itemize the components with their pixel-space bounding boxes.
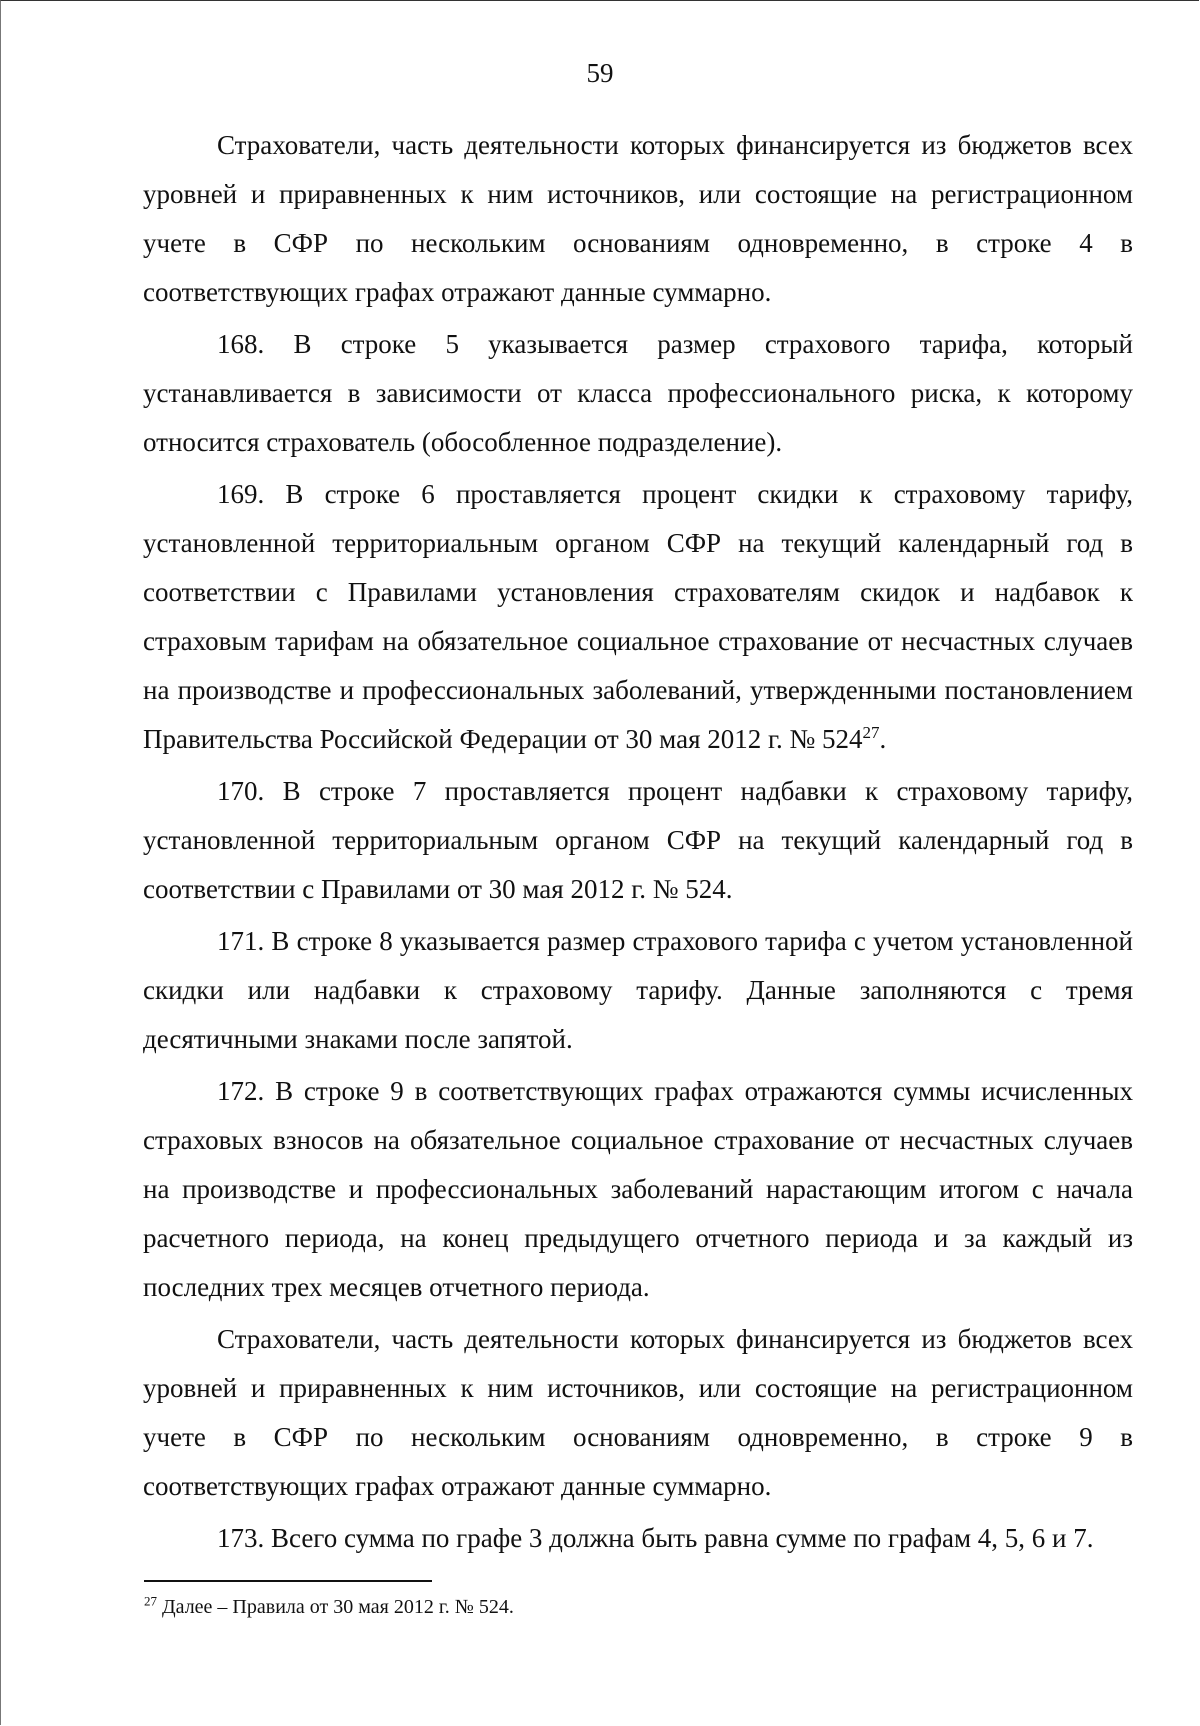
page-number: 59 xyxy=(586,58,614,88)
footnote-reference: 27 xyxy=(862,723,880,742)
document-body xyxy=(143,121,1133,1566)
paragraph-168: 168. В строке 5 указывается размер страхового тарифа, который устанавливается в зависимости от класса профессионального риска, к которому относится страхователь (обособленное подразделение). xyxy=(143,329,1133,457)
paragraph: Страхователи, часть деятельности которых финансируется из бюджетов всех уровней и приравненных к ним источников, или состоящие на регистрационном учете в СФР по нескольким основаниям одновременно, в строке 9 в соответствующих графах отражают данные суммарно. xyxy=(143,1324,1133,1501)
paragraph-171: 171. В строке 8 указывается размер страхового тарифа с учетом установленной скидки или надбавки к страховому тарифу. Данные заполняются с тремя десятичными знаками после запятой. xyxy=(143,926,1133,1054)
paragraph-170: 170. В строке 7 проставляется процент надбавки к страховому тарифу, установленной территориальным органом СФР на текущий календарный год в соответствии с Правилами от 30 мая 2012 г. № 524. xyxy=(143,776,1133,904)
footnote-marker: 27 xyxy=(144,1593,157,1609)
paragraph-173: 173. Всего сумма по графе 3 должна быть равна сумме по графам 4, 5, 6 и 7. xyxy=(217,1523,1094,1553)
footnote-divider xyxy=(144,1580,432,1582)
paragraph: Страхователи, часть деятельности которых финансируется из бюджетов всех уровней и приравненных к ним источников, или состоящие на регистрационном учете в СФР по нескольким основаниям одновременно, в строке 4 в соответствующих графах отражают данные суммарно. xyxy=(143,130,1133,307)
paragraph-169-text: 169. В строке 6 проставляется процент скидки к страховому тарифу, установленной территориальным органом СФР на текущий календарный год в соответствии с Правилами установления страхователям скидок и надбавок к страховым тарифам на обязательное социальное страхование от несчастных случаев на производстве и профессиональных заболеваний, утвержденными постановлением Правительства Российской Федерации от 30 мая 2012 г. № 524 xyxy=(143,479,1133,754)
paragraph-172: 172. В строке 9 в соответствующих графах отражаются суммы исчисленных страховых взносов на обязательное социальное страхование от несчастных случаев на производстве и профессиональных заболеваний нарастающим итогом с начала расчетного периода, на конец предыдущего отчетного периода и за каждый из последних трех месяцев отчетного периода. xyxy=(143,1076,1133,1302)
paragraph-169-end: . xyxy=(879,724,887,754)
paragraph-169 xyxy=(143,470,1133,764)
footnote-text: Далее – Правила от 30 мая 2012 г. № 524. xyxy=(157,1596,514,1618)
footnote xyxy=(144,1593,1134,1621)
